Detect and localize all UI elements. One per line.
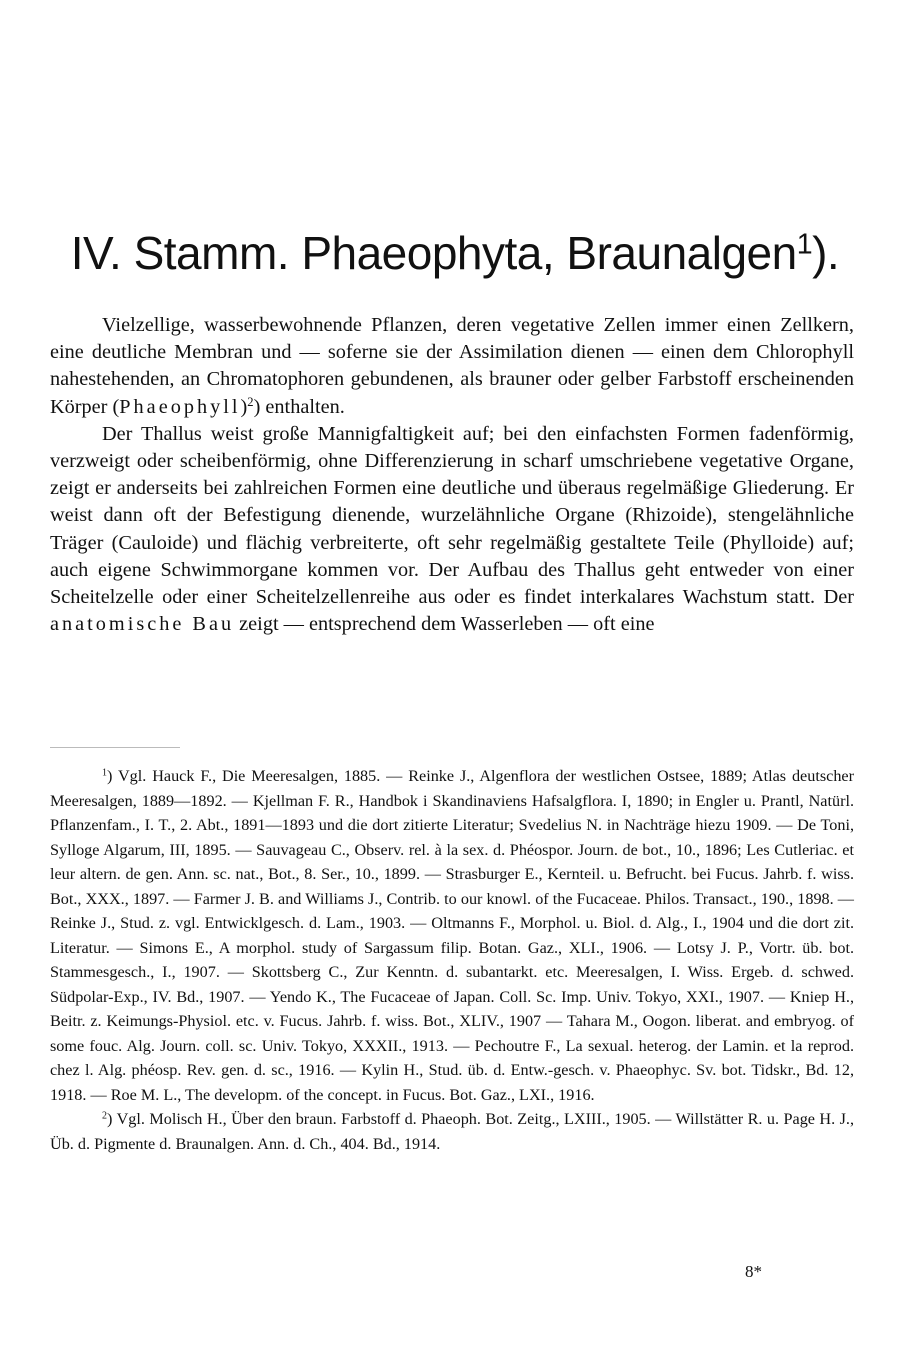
footnote-1-text: ) Vgl. Hauck F., Die Meeresalgen, 1885. — Reinke J., Algenflora der westlichen Ostsee, 1889; Atlas deutscher Meeresalgen, 1889—1892. — Kjellman F. R., Handbok i Skandinaviens Hafsalgflora. I, 1890; in Engler u. Prantl, Natürl. Pflanzenfam., I. T., 2. Abt., 1891—1893 und die dort zitierte Literatur; Svedelius N. in Nachträge hiezu 1909. — De Toni, Sylloge Algarum, III, 1895. — Sauvageau C., Observ. rel. à la sex. d. Phéospor. Journ. de bot., 10., 1896; Les Cutleriac. et leur altern. de gen. Ann. sc. nat., Bot., 8. Ser., 10., 1899. — Strasburger E., Kernteil. u. Befrucht. bei Fucus. Jahrb. f. wiss. Bot., XXX., 1897. — Farmer J. B. and Williams J., Contrib. to our knowl. of the Fucaceae. Philos. Transact., 190., 1898. — Reinke J., Stud. z. vgl. Entwicklgesch. d. Lam., 1903. — Oltmanns F., Morphol. u. Biol. d. Alg., I., 1904 und die dort zit. Literatur. — Simons E., A morphol. study of Sargassum filip. Botan. Gaz., XLI., 1906. — Lotsy J. P., Vortr. üb. bot. Stammesgesch., I., 1907. — Skottsberg C., Zur Kenntn. d. subantarkt. etc. Meeresalgen, I. Wiss. Ergeb. d. schwed. Südpolar-Exp., IV. Bd., 1907. — Yendo K., The Fucaceae of Japan. Coll. Sc. Imp. Univ. Tokyo, XXI., 1907. — Kniep H., Beitr. z. Keimungs-Physiol. etc. v. Fucus. Jahrb. f. wiss. Bot., XLIV., 1907 — Tahara M., Oogon. liberat. and embryog. of some fouc. Alg. Journ. coll. sc. Univ. Tokyo, XXXII., 1913. — Pechoutre F., La sexual. heterog. der Lamin. et la reprod. chez l. Alg. phéosp. Rev. gen. d. sc., 1916. — Kylin H., Stud. üb. d. Entw.-gesch. v. Phaeophyc. Sv. bot. Tidskr., Bd. 12, 1918. — Roe M. L., The developm. of the concept. in Fucus. Bot. Gaz., LXI., 1916. <box>50 767 854 1104</box>
paragraph-1-paren: ) <box>240 395 248 418</box>
spaced-term-anatomische-bau: anatomische Bau <box>50 613 235 636</box>
footnote-1 <box>50 764 854 1107</box>
paragraph-1-end: ) enthalten. <box>253 395 345 418</box>
footnote-2-text: ) Vgl. Molisch H., Über den braun. Farbstoff d. Phaeoph. Bot. Zeitg., LXIII., 1905. — Willstätter R. u. Page H. J., Üb. d. Pigmente d. Braunalgen. Ann. d. Ch., 404. Bd., 1914. <box>50 1110 854 1153</box>
spaced-term-phaeophyll: Phaeophyll <box>119 395 241 418</box>
footnote-2 <box>50 1107 854 1156</box>
paragraph-1-text: Vielzellige, wasserbewohnende Pflanzen, deren vegetative Zellen immer einen Zellkern, eine deutliche Membran und — soferne sie der Assimilation dienen — einen dem Chlorophyll nahestehenden, an Chromatophoren gebundenen, als brauner oder gelber Farbstoff erscheinenden Körper ( <box>50 314 854 418</box>
paragraph-1 <box>50 312 854 421</box>
paragraph-2-end: zeigt — entsprechend dem Wasserleben — oft eine <box>234 613 655 636</box>
footnote-ref-1: 1 <box>796 228 813 261</box>
paragraph-2-text: Der Thallus weist große Mannigfaltigkeit auf; bei den einfachsten Formen fadenförmig, verzweigt oder scheibenförmig, ohne Differenzierung in scharf umschriebene vegetative Organe, zeigt er anderseits bei zahlreichen Formen eine deutliche und überaus regelmäßige Gliederung. Er weist dann oft der Befestigung dienende, wurzelähnliche Organe (Rhizoide), stengelähnliche Träger (Cauloide) und flächig verbreiterte, oft sehr regelmäßig gestaltete Teile (Phylloide) auf; auch eigene Schwimmorgane kommen vor. Der Aufbau des Thallus geht entweder von einer Scheitelzelle oder einer Scheitelzellenreihe aus oder es findet interkalares Wachstum statt. Der <box>50 422 854 609</box>
footnote-1-mark: 1 <box>102 767 108 779</box>
page-number: 8* <box>745 1262 762 1281</box>
paragraph-2 <box>50 421 854 639</box>
footnote-2-mark: 2 <box>102 1110 108 1122</box>
chapter-title <box>0 226 910 280</box>
chapter-title-text: IV. Stamm. Phaeophyta, Braunalgen <box>70 227 797 279</box>
body-text <box>50 312 854 638</box>
chapter-title-end: ). <box>812 227 840 279</box>
footnote-ref-2: 2 <box>247 394 254 409</box>
footnotes <box>50 764 854 1156</box>
footnote-divider <box>50 747 180 748</box>
